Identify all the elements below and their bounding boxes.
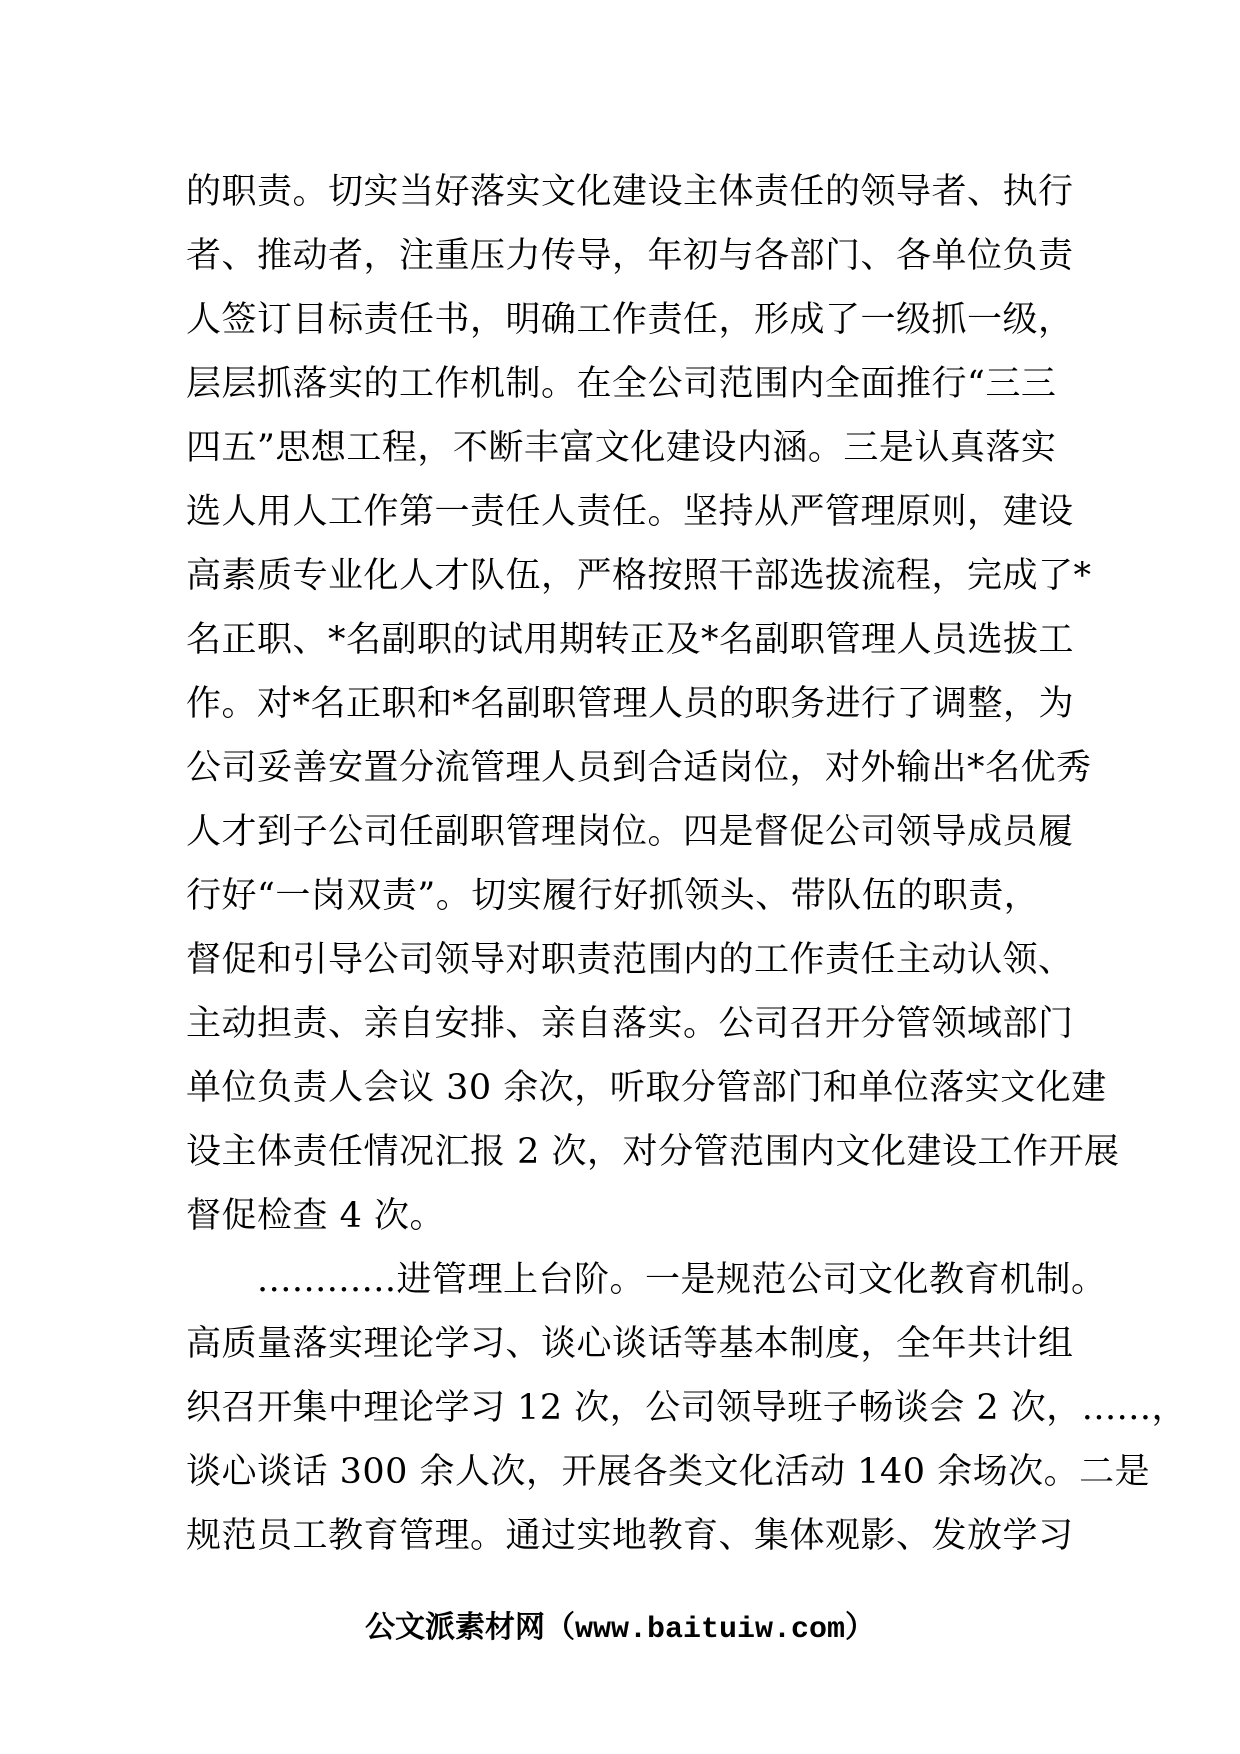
text-line: 者、推动者，注重压力传导，年初与各部门、各单位负责	[186, 236, 1074, 276]
text-line: 主动担责、亲自安排、亲自落实。公司召开分管领域部门	[186, 1004, 1074, 1044]
text-line: 设主体责任情况汇报 2 次，对分管范围内文化建设工作开展	[186, 1132, 1120, 1172]
text-line: 的职责。切实当好落实文化建设主体责任的领导者、执行	[186, 172, 1074, 212]
text-line: 高素质专业化人才队伍，严格按照干部选拔流程，完成了*	[186, 556, 1092, 596]
text-line: 作。对*名正职和*名副职管理人员的职务进行了调整，为	[186, 684, 1075, 724]
text-line: 织召开集中理论学习 12 次，公司领导班子畅谈会 2 次，......，	[186, 1388, 1188, 1428]
text-line: 人签订目标责任书，明确工作责任，形成了一级抓一级，	[186, 300, 1074, 340]
footer-site-name: 公文派素材网（	[364, 1610, 575, 1645]
text-line: 层层抓落实的工作机制。在全公司范围内全面推行“三三	[186, 364, 1057, 404]
text-line: ............进管理上台阶。一是规范公司文化教育机制。	[186, 1260, 1107, 1300]
page-footer	[0, 1598, 1240, 1658]
text-line: 公司妥善安置分流管理人员到合适岗位，对外输出*名优秀	[186, 748, 1092, 788]
footer-url[interactable]: www.baituiw.com	[574, 1613, 846, 1647]
text-line: 督促检查 4 次。	[186, 1196, 446, 1236]
text-line: 单位负责人会议 30 余次，听取分管部门和单位落实文化建	[186, 1068, 1107, 1108]
text-line: 规范员工教育管理。通过实地教育、集体观影、发放学习	[186, 1516, 1074, 1556]
text-line: 选人用人工作第一责任人责任。坚持从严管理原则，建设	[186, 492, 1074, 532]
footer-close-paren: ）	[845, 1610, 876, 1645]
text-line: 四五”思想工程，不断丰富文化建设内涵。三是认真落实	[186, 428, 1057, 468]
text-line: 人才到子公司任副职管理岗位。四是督促公司领导成员履	[186, 812, 1074, 852]
text-line: 行好“一岗双责”。切实履行好抓领头、带队伍的职责，	[186, 876, 1040, 916]
text-line: 督促和引导公司领导对职责范围内的工作责任主动认领、	[186, 940, 1074, 980]
text-line: 高质量落实理论学习、谈心谈话等基本制度，全年共计组	[186, 1324, 1074, 1364]
text-line: 名正职、*名副职的试用期转正及*名副职管理人员选拔工	[186, 620, 1075, 660]
text-line: 谈心谈话 300 余人次，开展各类文化活动 140 余场次。二是	[186, 1452, 1151, 1492]
document-body	[186, 160, 1188, 1568]
